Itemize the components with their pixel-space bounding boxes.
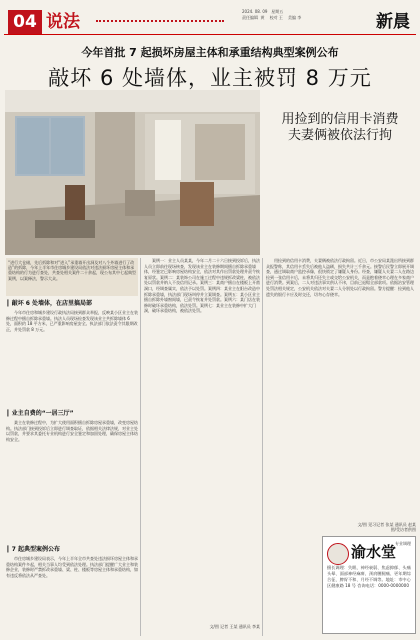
dateline: 2024. 08. 09 星期五 责任编辑 黄 校对 王 美编 李	[242, 9, 302, 20]
section-title: ┃ 敲坏 6 处墙体，在店里搞局部	[6, 300, 93, 307]
paragraph: 業主在装修过程中，为扩大使用面积擅自拆除房屋承重墙，改变房屋结构。执法部门接到投诉后立即进行调查取证，依据相关法律法规，对业主处以罚款，并要求其委托专业机构进行安全鉴定和加固处理，确保房屋主体结构安全。	[6, 420, 138, 442]
paragraph: 市住房城乡建设局表示，今年上半年全市共查处违法损坏房屋主体和承重结构案件多起，相关当事人均受到依法处理。执法部门提醒广大业主和装修企业，装修时严禁拆改承重墙、梁、柱、楼板等房屋主体和承重结构，如有违反将依法从严查处。	[6, 556, 138, 578]
paragraph: 案例一：业主人员某某，今年二月二十六日接到投诉后，执法人员立即前往现场核查，发现该业主在装修期间擅自拆除承重墙体，经鉴定已影响房屋结构安全，依法对其作出罚款处理并责令恢复原状。案例二：某装饰公司在施工过程中违规拆改梁柱，被依法处以罚款并纳入不良信用记录。案例三：某商户擅自在楼板上开凿洞口，经调查属实，依法予以处罚。案例四：某业主在阳台改造中拆除承重墙，执法部门现场叫停并立案调查。案例五：某小区业主擅自拆除外墙窗间墙，已责令恢复并处罚款。案例六：某门店在装修时破坏承重结构，依法处罚。案例七：某业主在装修中扩大门洞，破坏承重结构，被依法处罚。	[144, 258, 260, 314]
section-title: ┃ 7 起典型案例公布	[6, 546, 60, 553]
article-headline: 敲坏 6 处墙体，业主被罚 8 万元	[48, 66, 372, 90]
section-body	[6, 556, 138, 636]
side-headline-text: 用捡到的信用卡消费 夫妻俩被依法行拘	[281, 112, 399, 143]
article-photo	[5, 90, 260, 255]
advertisement	[322, 536, 416, 634]
article-intro: “进行大仓储，先后拆除和对“进入”承重墙开出洞及对八个外墙进行了改造”的拆除，今年上半年市住房城乡建设局依法对违法损坏房屋主体和承重结构的行为进行查处，共查处相关案件二十余起，现公布其中七起典型案例，以案释法，警示大众。	[8, 260, 136, 281]
clinic-logo-icon	[327, 543, 349, 565]
section-number: 04	[8, 10, 42, 34]
column-divider	[140, 258, 141, 636]
section-body	[6, 420, 138, 540]
side-byline: 文/图 见习记者 张某 通讯员 赵某 图/受访者供图	[357, 522, 416, 532]
brand-text: 新晨	[376, 12, 410, 32]
ad-title: 渝水堂	[351, 543, 397, 561]
newspaper-brand	[376, 7, 410, 32]
section-body	[6, 310, 138, 408]
paragraph: 今年市住房和城乡建设行政执法局接到群众举报，反映某小区业主在装修过程中擅自拆除承重墙。执法人员现场检查发现该业主共拆除墙体 6 处，面积约 18 平方米，已严重影响房屋安全。执法部门依法责令其限期改正，并处罚款 8 万元。	[6, 310, 138, 332]
paragraph: 用捡到的信用卡消费，夫妻俩被依法行政拘留。近日，市公安局某派出所接到群众报警称，其信用卡丢失后被他人盗刷，损失共计三千余元。接警后民警立即展开调查，通过调取商户监控录像，很快锁定了嫌疑人身份。经查，嫌疑人夫妻二人在路边捡到一张信用卡后，未将其归还失主或交给公安机关，而是抱着侥幸心理在多家商户进行消费。到案后，二人对违法事实供认不讳，目前已退赔全部款项。依据治安管理处罚法相关规定，公安机关依法对夫妻二人分别处以行政拘留。警方提醒：捡到他人遗失的银行卡应及时交还，切勿心存侥幸。	[266, 258, 414, 297]
room-photo-illustration	[5, 90, 260, 255]
side-headline	[264, 112, 416, 144]
masthead-divider	[96, 20, 224, 24]
ad-subtitle: 专业调理	[395, 541, 411, 546]
side-article-body	[266, 258, 416, 520]
cases-column	[144, 258, 260, 620]
byline: 文/图 记者 王某 通讯员 李某	[209, 624, 260, 629]
section-title: ┃ 业主自费的“一居三厅”	[6, 410, 74, 417]
column-divider	[262, 258, 263, 636]
masthead	[4, 4, 416, 35]
section-name: 说法	[46, 12, 80, 32]
article-intro-box	[6, 258, 138, 296]
ad-body: 擅长调理：失眠、神经衰弱、焦虑抑郁、头痛头晕、面部神经麻痹、颈肩腰腿痛、更年期综合征、脾胃不和、月经不调等。地址：市中心区健康路 18 号 咨询电话：0000-0000000	[327, 565, 411, 588]
article-kicker: 今年首批 7 起损坏房屋主体和承重结构典型案例公布	[81, 46, 339, 59]
